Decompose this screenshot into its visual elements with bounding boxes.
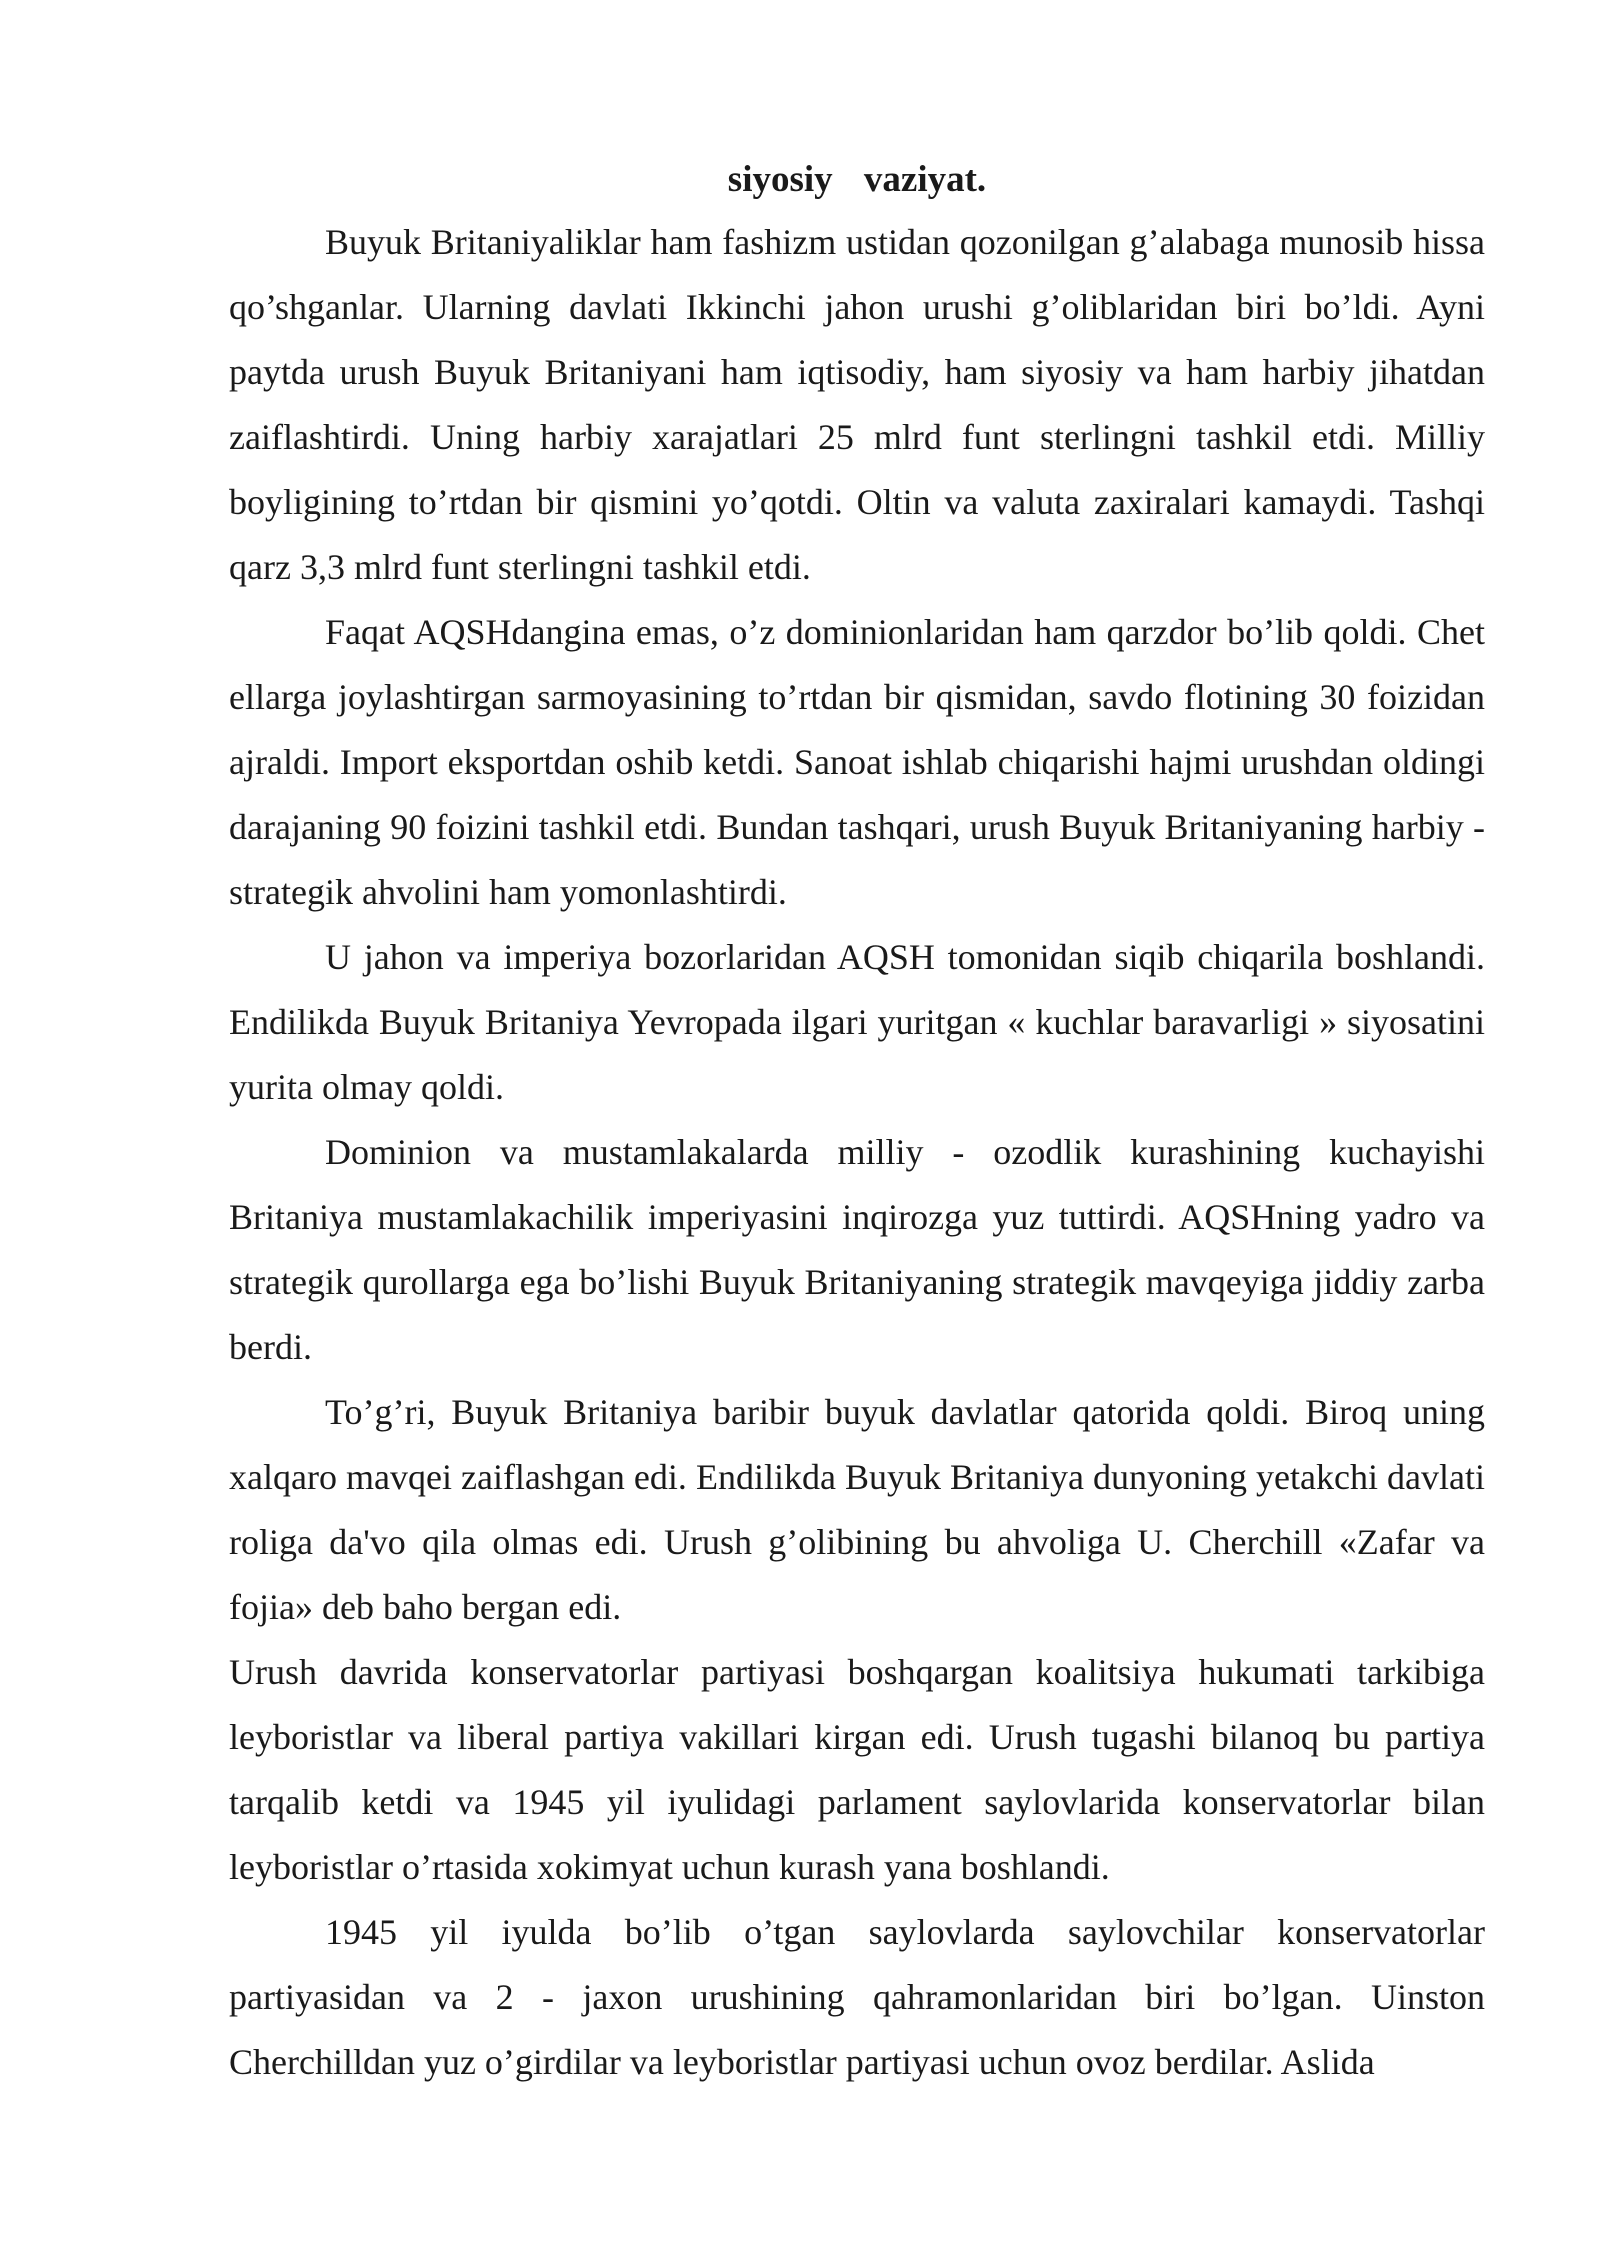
section-title: siyosiy vaziyat. [727, 159, 987, 200]
paragraph-6: Urush davrida konservatorlar partiyasi boshqargan koalitsiya hukumati tarkibiga leyboristlar va liberal partiya vakillari kirgan edi. Urush tugashi bilanoq bu partiya tarqalib ketdi va 1945 yil iyulidagi parlament saylovlarida konservatorlar bilan leyboristlar o’rtasida xokimyat uchun kurash yana boshlandi. [229, 1652, 1485, 1887]
paragraph-2: Faqat AQSHdangina emas, o’z dominionlaridan ham qarzdor bo’lib qoldi. Chet ellarga joylashtirgan sarmoyasining to’rtdan bir qismidan, savdo flotining 30 foizidan ajraldi. Import eksportdan oshib ketdi. Sanoat ishlab chiqarishi hajmi urushdan oldingi darajaning 90 foizini tashkil etdi. Bundan tashqari, urush Buyuk Britaniyaning harbiy - strategik ahvolini ham yomonlashtirdi. [229, 612, 1485, 912]
paragraph-7: 1945 yil iyulda bo’lib o’tgan saylovlarda saylovchilar konservatorlar partiyasidan va 2 - jaxon urushining qahramonlaridan biri bo’lgan. Uinston Cherchilldan yuz o’girdilar va leyboristlar partiyasi uchun ovoz berdilar. Aslida [229, 1912, 1485, 2082]
paragraph-4: Dominion va mustamlakalarda milliy - ozodlik kurashining kuchayishi Britaniya mustamlakachilik imperiyasini inqirozga yuz tuttirdi. AQSHning yadro va strategik qurollarga ega bo’lishi Buyuk Britaniyaning strategik mavqeyiga jiddiy zarba berdi. [229, 1132, 1485, 1367]
document-body [229, 152, 1485, 2095]
paragraph-3: U jahon va imperiya bozorlaridan AQSH tomonidan siqib chiqarila boshlandi. Endilikda Buyuk Britaniya Yevropada ilgari yuritgan « kuchlar baravarligi » siyosatini yurita olmay qoldi. [229, 937, 1485, 1107]
paragraph-1: Buyuk Britaniyaliklar ham fashizm ustidan qozonilgan g’alabaga munosib hissa qo’shganlar. Ularning davlati Ikkinchi jahon urushi g’oliblaridan biri bo’ldi. Ayni paytda urush Buyuk Britaniyani ham iqtisodiy, ham siyosiy va ham harbiy jihatdan zaiflashtirdi. Uning harbiy xarajatlari 25 mlrd funt sterlingni tashkil etdi. Milliy boyligining to’rtdan bir qismini yo’qotdi. Oltin va valuta zaxiralari kamaydi. Tashqi qarz 3,3 mlrd funt sterlingni tashkil etdi. [229, 222, 1485, 587]
paragraph-5: To’g’ri, Buyuk Britaniya baribir buyuk davlatlar qatorida qoldi. Biroq uning xalqaro mavqei zaiflashgan edi. Endilikda Buyuk Britaniya dunyoning yetakchi davlati roliga da'vo qila olmas edi. Urush g’olibining bu ahvoliga U. Cherchill «Zafar va fojia» deb baho bergan edi. [229, 1392, 1485, 1627]
